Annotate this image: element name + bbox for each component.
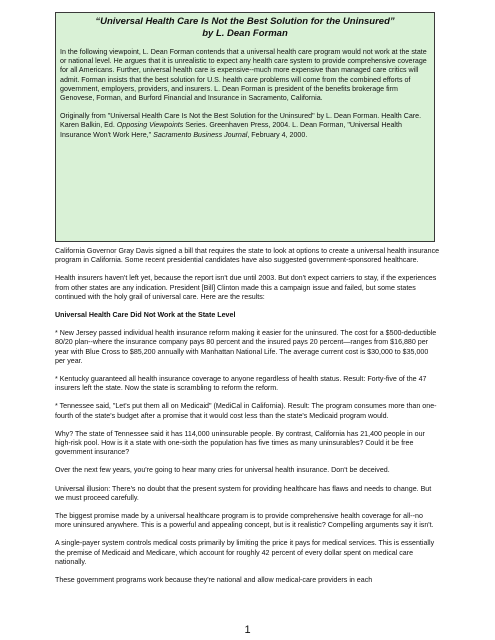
article-title [60,16,430,39]
article-body [55,247,440,594]
citation-journal: Sacramento Business Journal [153,130,248,139]
body-paragraph: California Governor Gray Davis signed a bill that requires the state to look at options to create a universal health insurance program in California. Some recent presidential candidates have also suggested government-sponsored healthcare. [55,247,440,265]
body-paragraph: Health insurers haven't left yet, because the report isn't due until 2003. But don't expect carriers to stay, if the experiences from other states are any indication. President [Bill] Clinton made this a campaign issue and failed, but some states continued with the holy grail of universal care. Here are the results: [55,274,437,301]
page-number: 1 [244,624,251,636]
body-paragraph: Over the next few years, you're going to hear many cries for universal health insurance. Don't be deceived. [55,466,390,475]
body-paragraph: * New Jersey passed individual health insurance reform making it easier for the uninsured. The cost for a $500-deductible 80/20 plan--where the insurance company pays 80 percent and the insured pays 20 percent—ranges from $16,880 per year with Blue Cross to $85,200 annually with Manhattan National Life. The average current cost is $30,000 to $35,000 per year. [55,329,437,365]
citation-part-b: Series. Greenhaven Press, 2004. L. Dean Forman, "Universal Health Insurance Won't Work Here," [60,121,402,139]
article-title-line1: “Universal Health Care Is Not the Best Solution for the Uninsured” [95,16,395,27]
citation-part-a: Originally from "Universal Health Care Is Not the Best Solution for the Uninsured" by L. Dean Forman. Health Care. Karen Balkin, Ed. [60,112,422,130]
body-paragraph: * Tennessee said, "Let's put them all on Medicaid" (MediCal in California). Result: The program consumes more than one-fourth of the state's budget after a promise that it would cost less than the state's Medicaid program would. [55,402,437,420]
body-paragraph: * Kentucky guaranteed all health insurance coverage to anyone regardless of health status. Result: Forty-five of the 47 insurers left the state. Now the state is scrambling to reform the reform. [55,375,427,393]
body-paragraph: Universal illusion: There's no doubt that the present system for providing healthcare has flaws and needs to change. But we must proceed carefully. [55,484,432,502]
citation-part-c: , February 4, 2000. [247,130,308,139]
citation-series: Opposing Viewpoints [116,121,184,130]
body-paragraph: A single-payer system controls medical costs primarily by limiting the price it pays for medical services. This is essentially the premise of Medicaid and Medicare, which account for roughly 42 percent of every dollar spent on medical care nationally. [55,539,435,566]
source-citation [60,112,430,140]
section-heading: Universal Health Care Did Not Work at the State Level [55,311,236,320]
viewpoint-summary: In the following viewpoint, L. Dean Forman contends that a universal health care program would not work at the state or national level. He argues that it is unrealistic to expect any health care system to provide comprehensive coverage for all Americans. Further, universal health care is expensive--much more expensive than managed care critics will admit. Forman insists that the best solution for U.S. health care problems will come from the combined efforts of government, employers, providers, and insurers. L. Dean Forman is president of the benefits brokerage firm Genovese, Forman, and Burford Financial and Insurance in Sacramento, California. [60,48,427,103]
body-paragraph: Why? The state of Tennessee said it has 114,000 uninsurable people. By contrast, California has 21,400 people in our high-risk pool. How is it a state with one-sixth the population has five times as many uninsurables? Could it be free government insurance? [55,429,425,457]
article-author: by L. Dean Forman [202,27,288,39]
viewpoint-intro-box [55,12,435,242]
body-paragraph: The biggest promise made by a universal healthcare program is to provide comprehensive health coverage for all--no more uninsured anywhere. This is a powerful and appealing concept, but is it realistic? Compelling arguments say it isn't. [55,512,434,530]
body-paragraph: These government programs work because they're national and allow medical-care providers in each [55,576,373,585]
